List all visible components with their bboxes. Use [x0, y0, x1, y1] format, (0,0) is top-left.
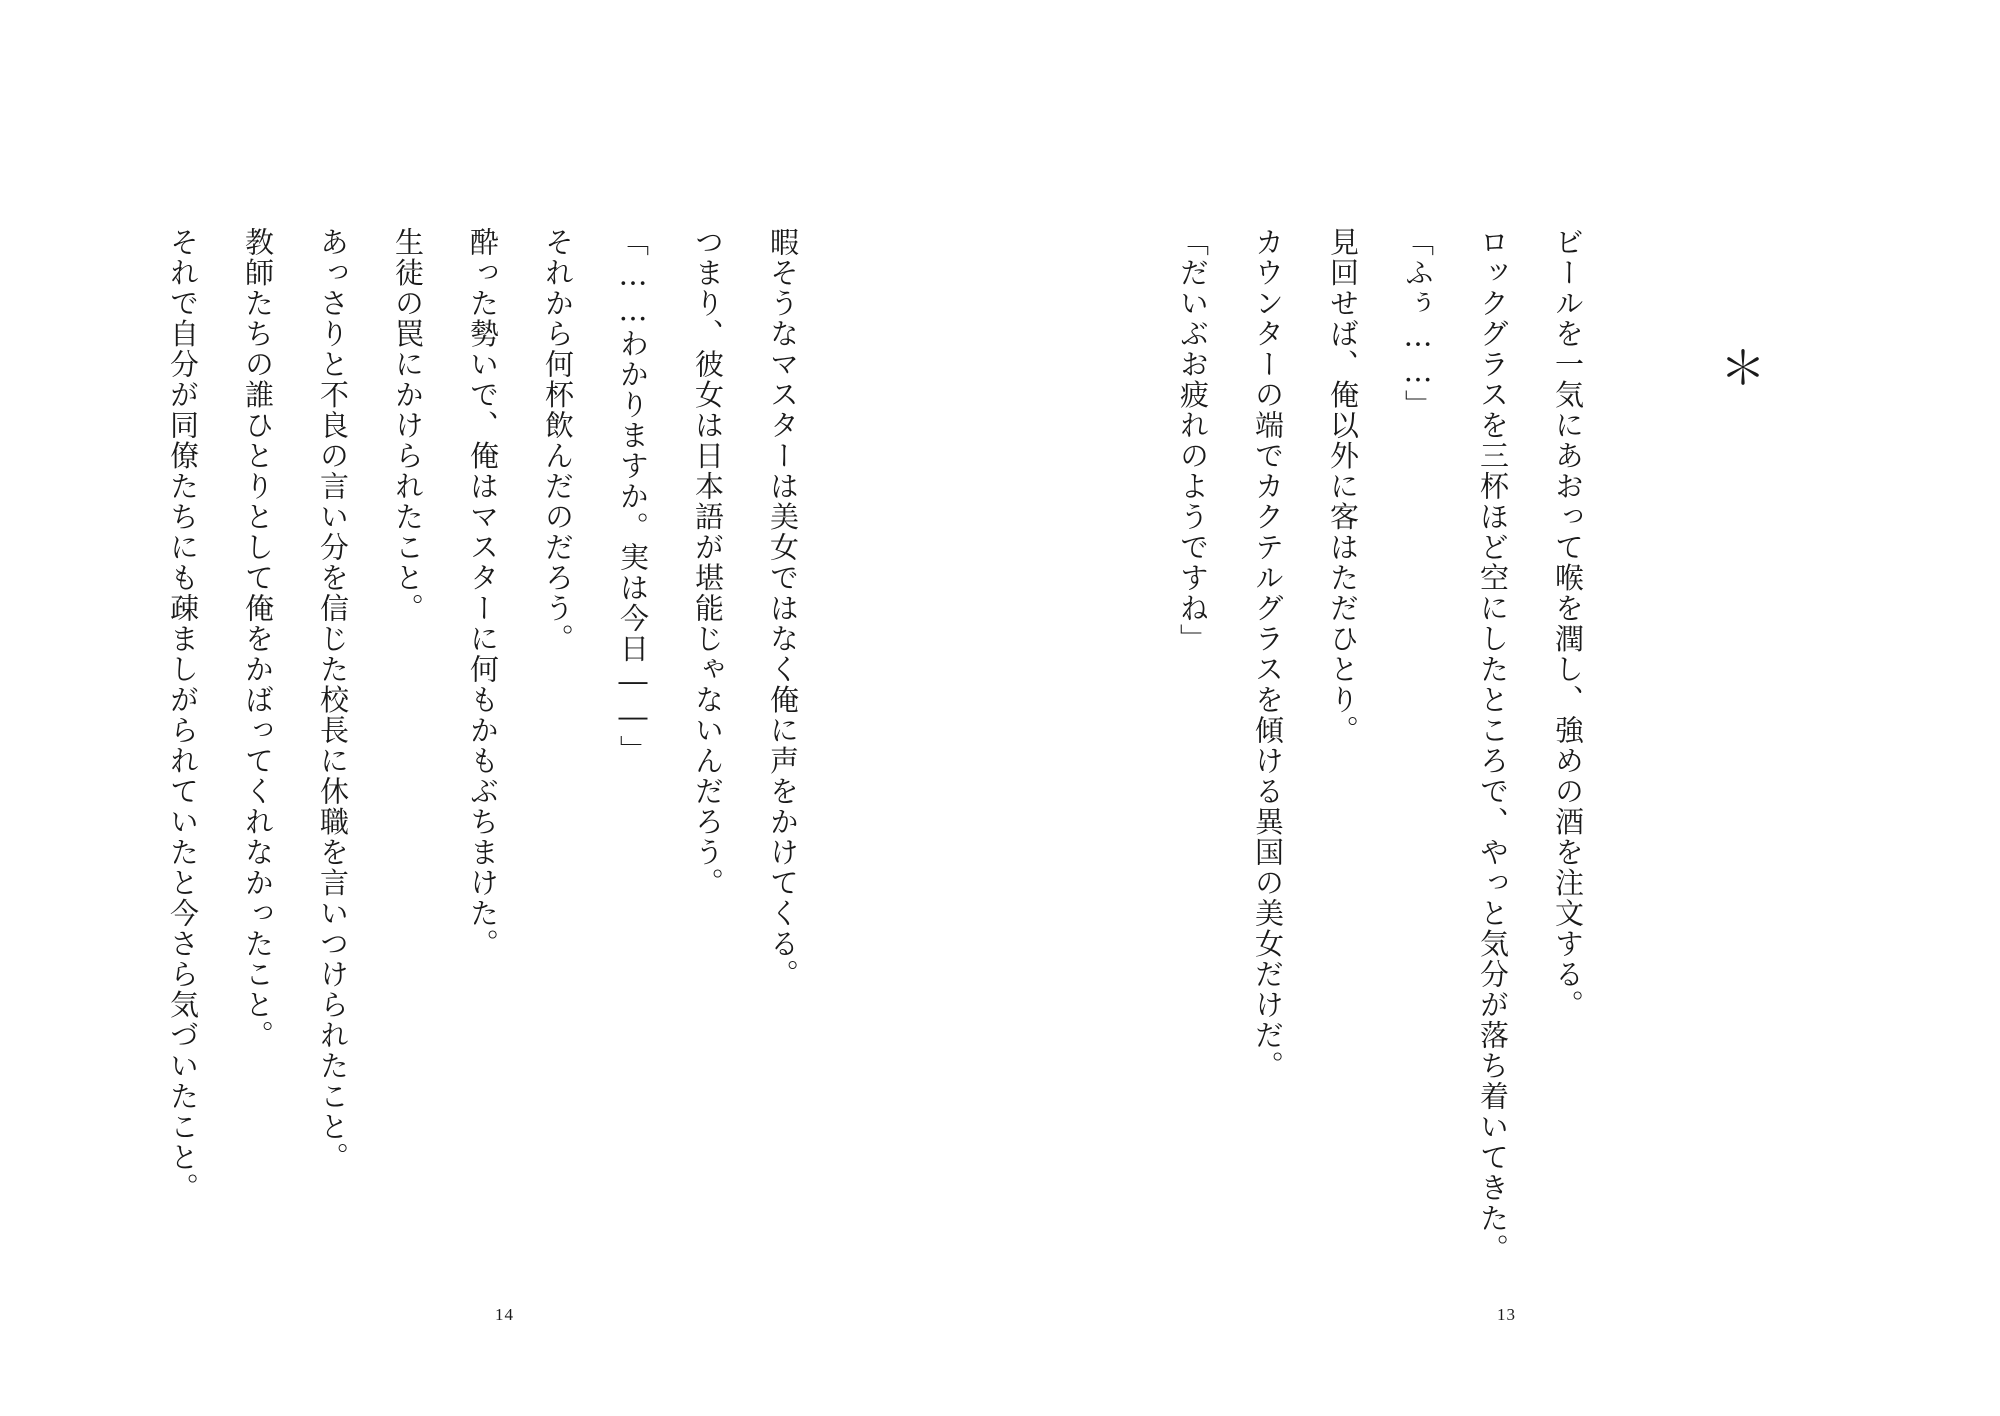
text-line: 暇そうなマスターは美女ではなく俺に声をかけてくる。 [766, 227, 800, 990]
left-page-body [145, 227, 820, 1203]
right-page-body [1155, 227, 1605, 1264]
text-line: 見回せば、俺以外に客はただひとり。 [1326, 227, 1360, 746]
text-line: ビールを一気にあおって喉を潤し、強めの酒を注文する。 [1551, 227, 1585, 1020]
text-line: 教師たちの誰ひとりとして俺をかばってくれなかったこと。 [241, 227, 275, 1051]
text-line: カウンターの端でカクテルグラスを傾ける異国の美女だけだ。 [1251, 227, 1285, 1081]
right-page [1000, 0, 2000, 1416]
text-line: 酔った勢いで、俺はマスターに何もかもぶちまけた。 [466, 227, 500, 959]
section-break-asterisk: ＊ [1720, 341, 1766, 395]
text-line: 生徒の罠にかけられたこと。 [391, 227, 425, 624]
text-line: 「ふぅ……」 [1401, 227, 1435, 420]
text-line: それから何杯飲んだのだろう。 [541, 227, 575, 654]
text-line: 「……わかりますか。実は今日――」 [616, 227, 650, 766]
text-line: つまり、彼女は日本語が堪能じゃないんだろう。 [691, 227, 725, 898]
text-line: それで自分が同僚たちにも疎ましがられていたと今さら気づいたこと。 [166, 227, 200, 1203]
page-number-right: 13 [1497, 1305, 1516, 1324]
page-number-left: 14 [495, 1305, 514, 1324]
text-line: あっさりと不良の言い分を信じた校長に休職を言いつけられたこと。 [316, 227, 350, 1173]
text-line: ロックグラスを三杯ほど空にしたところで、やっと気分が落ち着いてきた。 [1476, 227, 1510, 1264]
text-line: 「だいぶお疲れのようですね」 [1176, 227, 1210, 654]
